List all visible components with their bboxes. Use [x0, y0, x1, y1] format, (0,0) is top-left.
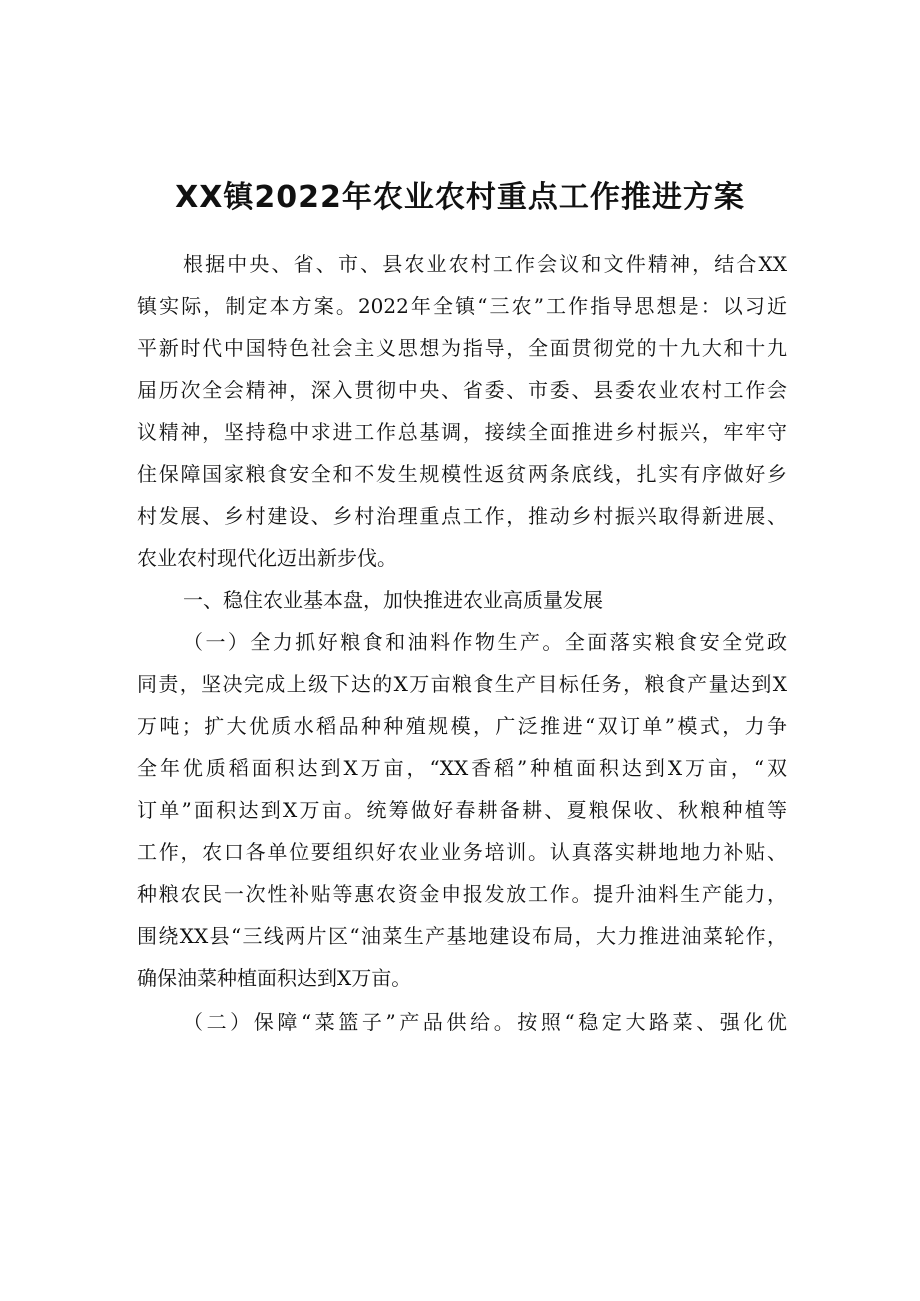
paragraph-line: 同责，坚决完成上级下达的X万亩粮食生产目标任务，粮食产量达到X [137, 672, 787, 696]
document-title: XX镇2022年农业农村重点工作推进方案 [175, 180, 745, 215]
section-heading: 一、稳住农业基本盘，加快推进农业高质量发展 [183, 588, 603, 612]
paragraph-line: 全年优质稻面积达到X万亩，“XX香稻”种植面积达到X万亩，“双 [137, 756, 787, 780]
paragraph-line: 确保油菜种植面积达到X万亩。 [137, 966, 412, 990]
paragraph-line: 万吨；扩大优质水稻品种种殖规模，广泛推进“双订单”模式，力争 [137, 714, 787, 738]
paragraph-line: 根据中央、省、市、县农业农村工作会议和文件精神，结合XX [183, 252, 787, 276]
paragraph-line: 农业农村现代化迈出新步伐。 [137, 546, 397, 570]
paragraph-line: （二）保障“菜篮子”产品供给。按照“稳定大路菜、强化优 [183, 1010, 787, 1034]
paragraph-line: 种粮农民一次性补贴等惠农资金申报发放工作。提升油料生产能力， [137, 882, 787, 906]
paragraph-line: 镇实际，制定本方案。2022年全镇“三农”工作指导思想是：以习近 [137, 294, 787, 318]
paragraph-line: 住保障国家粮食安全和不发生规模性返贫两条底线，扎实有序做好乡 [137, 462, 787, 486]
paragraph-line: 围绕XX县“三线两片区“油菜生产基地建设布局，大力推进油菜轮作， [137, 924, 787, 948]
paragraph-line: 议精神，坚持稳中求进工作总基调，接续全面推进乡村振兴，牢牢守 [137, 420, 787, 444]
paragraph-line: 村发展、乡村建设、乡村治理重点工作，推动乡村振兴取得新进展、 [137, 504, 787, 528]
paragraph-line: （一）全力抓好粮食和油料作物生产。全面落实粮食安全党政 [183, 630, 787, 654]
paragraph-line: 订单”面积达到X万亩。统筹做好春耕备耕、夏粮保收、秋粮种植等 [137, 798, 787, 822]
paragraph-line: 届历次全会精神，深入贯彻中央、省委、市委、县委农业农村工作会 [137, 378, 787, 402]
paragraph-line: 工作，农口各单位要组织好农业业务培训。认真落实耕地地力补贴、 [137, 840, 787, 864]
paragraph-line: 平新时代中国特色社会主义思想为指导，全面贯彻党的十九大和十九 [137, 336, 787, 360]
